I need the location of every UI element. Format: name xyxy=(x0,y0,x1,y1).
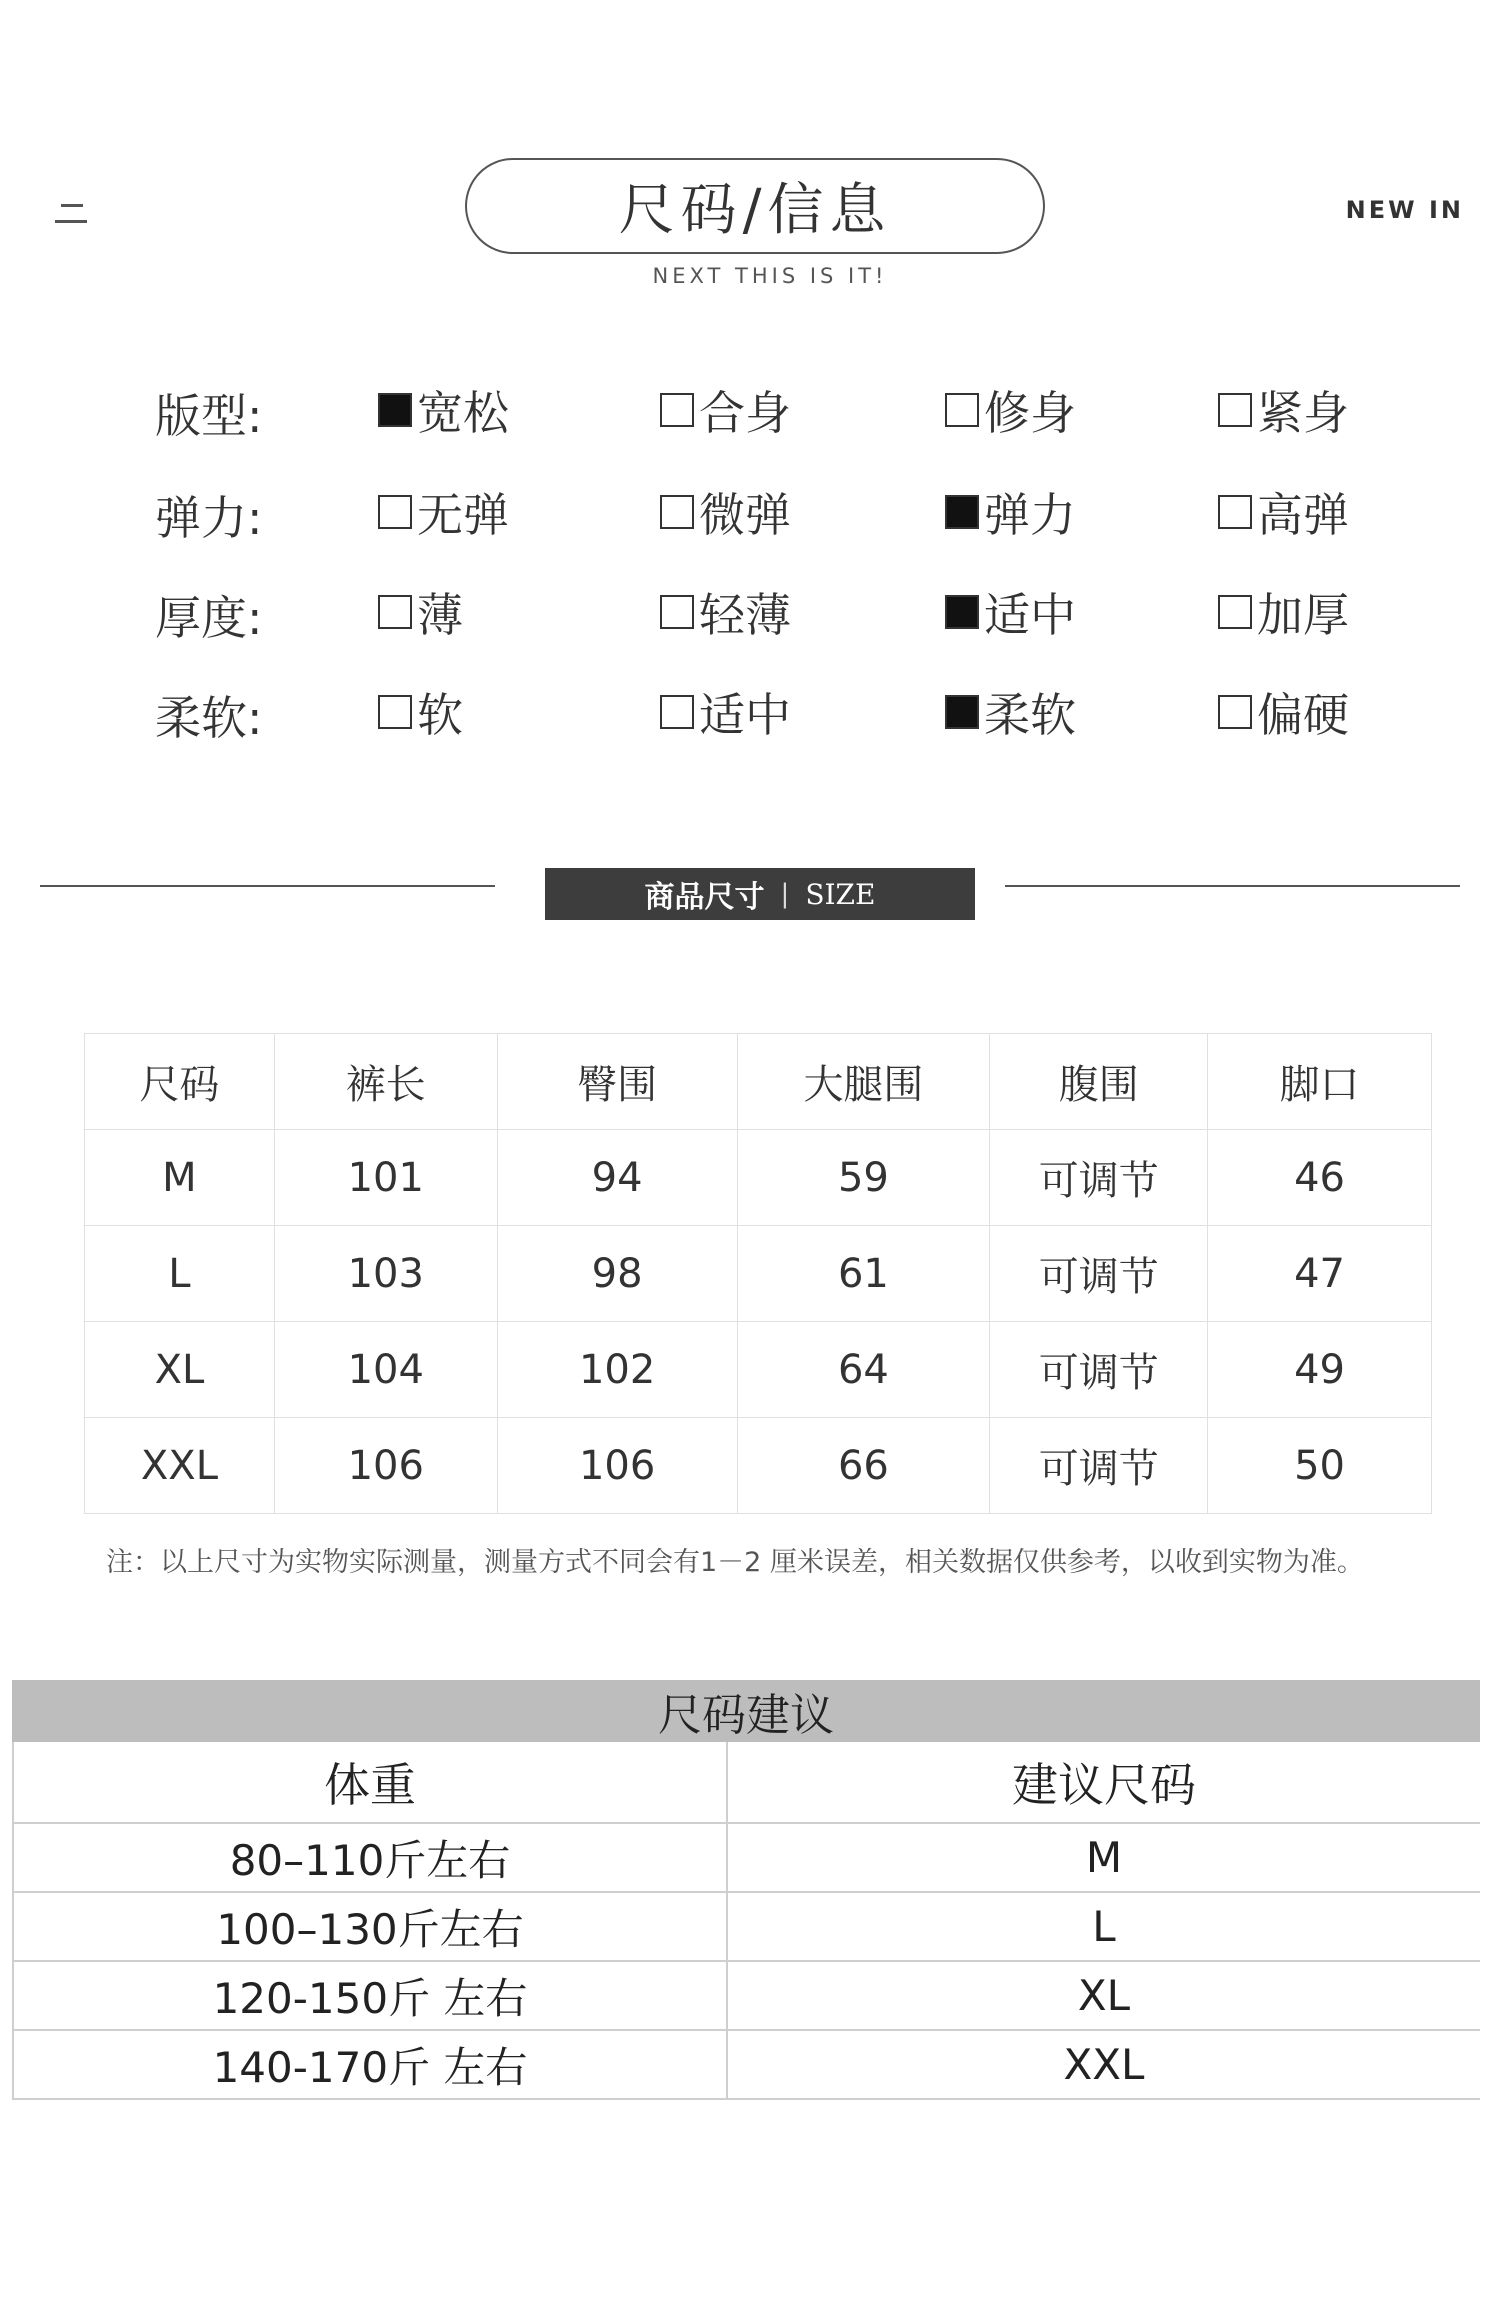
page-title: 尺码/信息 xyxy=(465,158,1045,254)
recommendation-header-cell: 建议尺码 xyxy=(727,1742,1480,1823)
size-table-header-cell: 臀围 xyxy=(497,1034,737,1130)
attribute-option xyxy=(660,582,791,642)
size-banner xyxy=(545,868,975,920)
attribute-option-label: 微弹 xyxy=(699,488,791,542)
attribute-option xyxy=(945,682,1076,742)
checked-box-icon xyxy=(378,393,412,427)
table-cell: XL xyxy=(85,1322,275,1418)
attribute-label: 版型: xyxy=(155,389,263,443)
table-cell: 59 xyxy=(737,1130,990,1226)
menu-icon[interactable] xyxy=(55,198,87,228)
table-cell: 47 xyxy=(1208,1226,1432,1322)
size-table xyxy=(84,1033,1432,1514)
unchecked-box-icon xyxy=(378,595,412,629)
recommendation-header-cell: 体重 xyxy=(13,1742,727,1823)
table-cell: 49 xyxy=(1208,1322,1432,1418)
attribute-row xyxy=(0,482,1500,552)
table-cell: 106 xyxy=(274,1418,497,1514)
table-cell: 94 xyxy=(497,1130,737,1226)
table-row xyxy=(13,2030,1480,2099)
table-cell: 80–110斤左右 xyxy=(13,1823,727,1892)
size-banner-cn: 商品尺寸 xyxy=(644,880,765,915)
unchecked-box-icon xyxy=(378,695,412,729)
attribute-option-label: 偏硬 xyxy=(1257,688,1349,742)
attribute-row xyxy=(0,380,1500,450)
table-cell: 140-170斤 左右 xyxy=(13,2030,727,2099)
unchecked-box-icon xyxy=(660,495,694,529)
attribute-option-label: 合身 xyxy=(699,386,791,440)
table-cell: L xyxy=(727,1892,1480,1961)
table-cell: 50 xyxy=(1208,1418,1432,1514)
table-cell: 102 xyxy=(497,1322,737,1418)
table-cell: 可调节 xyxy=(990,1130,1208,1226)
attribute-option xyxy=(1218,380,1349,440)
page-subtitle: NEXT THIS IS IT! xyxy=(652,264,888,288)
size-banner-separator: | xyxy=(780,879,790,909)
attribute-option xyxy=(378,582,463,642)
table-row xyxy=(13,1892,1480,1961)
attribute-label: 柔软: xyxy=(155,691,263,745)
attribute-option xyxy=(1218,582,1349,642)
divider-right xyxy=(1005,885,1460,887)
table-cell: 103 xyxy=(274,1226,497,1322)
attribute-option-label: 轻薄 xyxy=(699,588,791,642)
attribute-row xyxy=(0,582,1500,652)
attribute-option-label: 弹力 xyxy=(984,488,1076,542)
table-cell: 104 xyxy=(274,1322,497,1418)
unchecked-box-icon xyxy=(660,393,694,427)
table-row xyxy=(13,1823,1480,1892)
table-row xyxy=(13,1961,1480,2030)
table-cell: XL xyxy=(727,1961,1480,2030)
unchecked-box-icon xyxy=(1218,495,1252,529)
attribute-option-label: 无弹 xyxy=(417,488,509,542)
table-cell: 101 xyxy=(274,1130,497,1226)
size-table-header-cell: 腹围 xyxy=(990,1034,1208,1130)
recommendation-header xyxy=(13,1742,1480,1823)
table-cell: 106 xyxy=(497,1418,737,1514)
attribute-option xyxy=(1218,482,1349,542)
size-table-header xyxy=(85,1034,1432,1130)
table-row xyxy=(85,1322,1432,1418)
attribute-option-label: 柔软 xyxy=(984,688,1076,742)
table-cell: XXL xyxy=(85,1418,275,1514)
table-cell: 66 xyxy=(737,1418,990,1514)
size-banner-en: SIZE xyxy=(805,877,876,911)
attribute-option-label: 加厚 xyxy=(1257,588,1349,642)
recommendation-table xyxy=(12,1742,1480,2100)
table-cell: 100–130斤左右 xyxy=(13,1892,727,1961)
table-cell: 可调节 xyxy=(990,1322,1208,1418)
attribute-option xyxy=(1218,682,1349,742)
divider-left xyxy=(40,885,495,887)
table-cell: 120-150斤 左右 xyxy=(13,1961,727,2030)
unchecked-box-icon xyxy=(1218,393,1252,427)
checked-box-icon xyxy=(945,695,979,729)
table-cell: L xyxy=(85,1226,275,1322)
table-cell: M xyxy=(85,1130,275,1226)
unchecked-box-icon xyxy=(660,595,694,629)
attribute-option xyxy=(378,482,509,542)
unchecked-box-icon xyxy=(660,695,694,729)
attribute-row xyxy=(0,682,1500,752)
attribute-option xyxy=(945,380,1076,440)
unchecked-box-icon xyxy=(1218,595,1252,629)
new-in-label: NEW IN xyxy=(1345,196,1464,224)
attribute-option-label: 适中 xyxy=(984,588,1076,642)
size-table-header-cell: 脚口 xyxy=(1208,1034,1432,1130)
table-cell: 61 xyxy=(737,1226,990,1322)
attribute-option xyxy=(945,582,1076,642)
table-row xyxy=(85,1130,1432,1226)
attribute-label: 弹力: xyxy=(155,491,263,545)
table-cell: M xyxy=(727,1823,1480,1892)
attribute-option-label: 高弹 xyxy=(1257,488,1349,542)
attribute-option-label: 紧身 xyxy=(1257,386,1349,440)
attribute-option xyxy=(660,482,791,542)
table-row xyxy=(85,1226,1432,1322)
checked-box-icon xyxy=(945,495,979,529)
size-table-header-cell: 尺码 xyxy=(85,1034,275,1130)
size-note: 注：以上尺寸为实物实际测量，测量方式不同会有1－2 厘米误差，相关数据仅供参考，以收到实物为准。 xyxy=(106,1547,1364,1578)
attribute-option-label: 宽松 xyxy=(417,386,509,440)
unchecked-box-icon xyxy=(378,495,412,529)
table-cell: XXL xyxy=(727,2030,1480,2099)
attribute-option-label: 修身 xyxy=(984,386,1076,440)
table-cell: 46 xyxy=(1208,1130,1432,1226)
size-table-header-cell: 裤长 xyxy=(274,1034,497,1130)
unchecked-box-icon xyxy=(1218,695,1252,729)
size-table-header-cell: 大腿围 xyxy=(737,1034,990,1130)
table-cell: 64 xyxy=(737,1322,990,1418)
attribute-option xyxy=(660,380,791,440)
attribute-option xyxy=(378,380,509,440)
attribute-label: 厚度: xyxy=(155,591,263,645)
attribute-option xyxy=(660,682,791,742)
unchecked-box-icon xyxy=(945,393,979,427)
attribute-option-label: 软 xyxy=(417,688,463,742)
table-row xyxy=(85,1418,1432,1514)
recommendation-title: 尺码建议 xyxy=(12,1680,1480,1742)
table-cell: 可调节 xyxy=(990,1226,1208,1322)
attribute-option-label: 适中 xyxy=(699,688,791,742)
table-cell: 98 xyxy=(497,1226,737,1322)
checked-box-icon xyxy=(945,595,979,629)
table-cell: 可调节 xyxy=(990,1418,1208,1514)
attribute-option-label: 薄 xyxy=(417,588,463,642)
attribute-option xyxy=(378,682,463,742)
attribute-option xyxy=(945,482,1076,542)
